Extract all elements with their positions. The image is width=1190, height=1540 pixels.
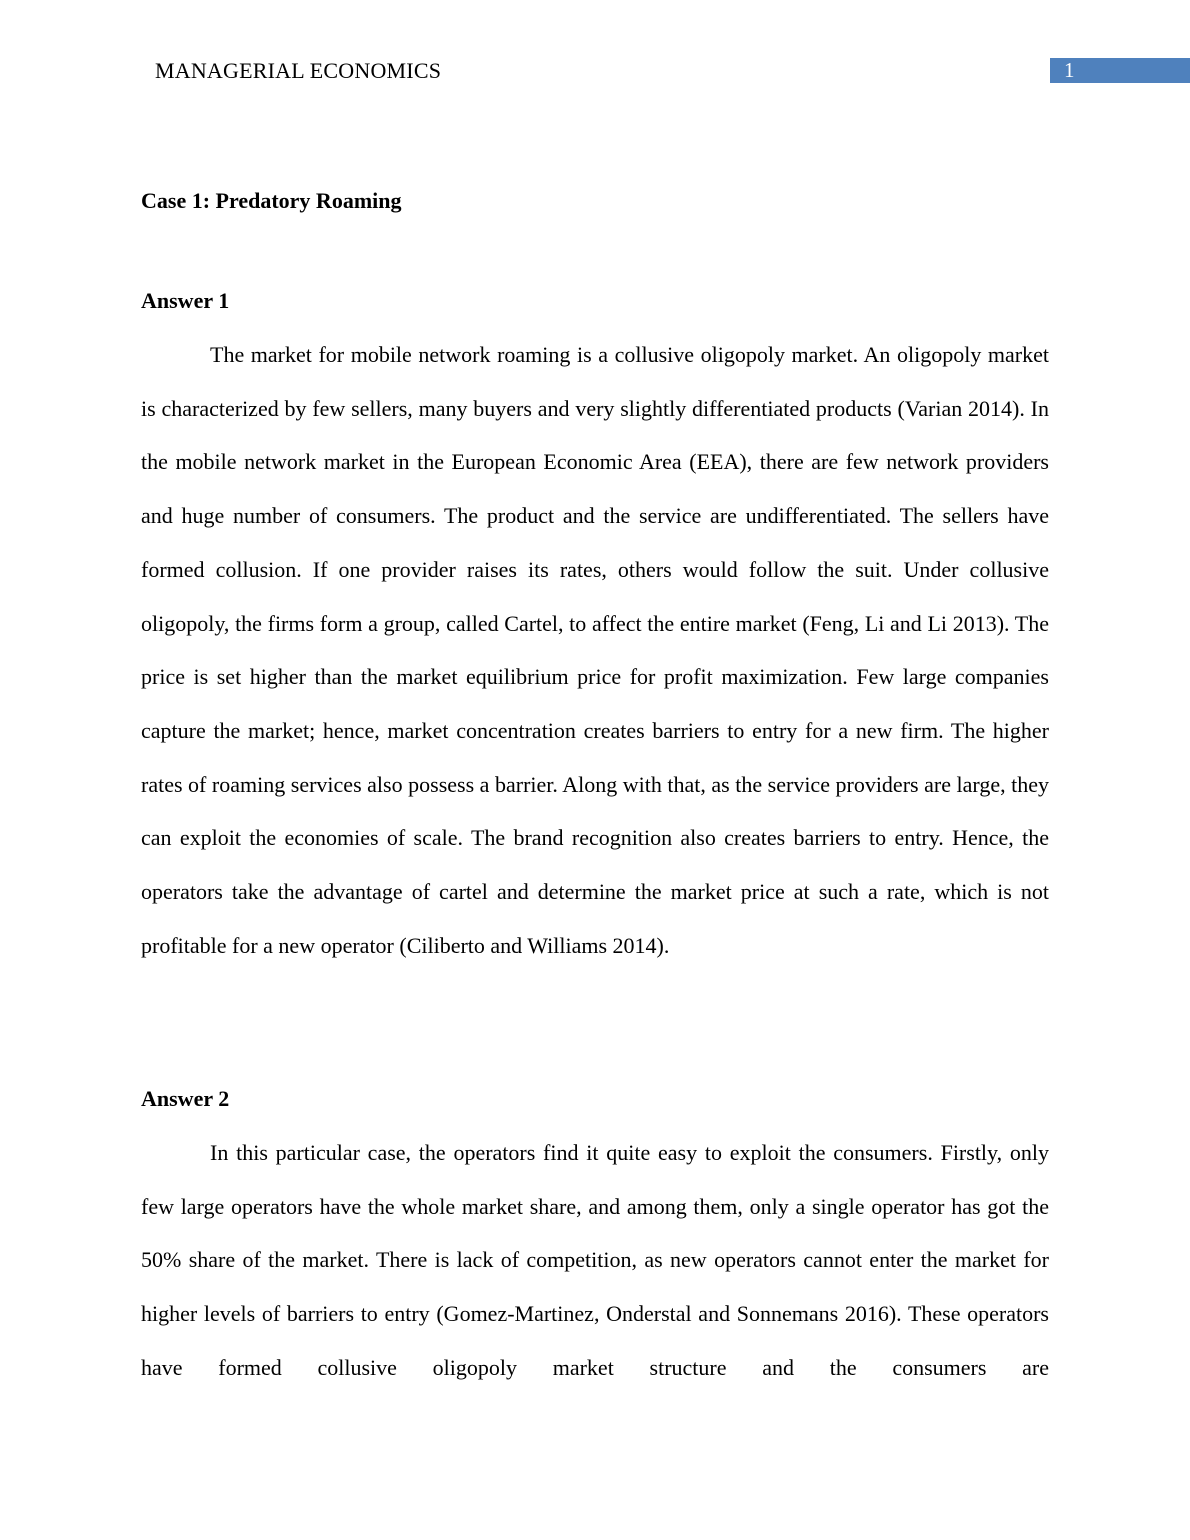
case-title: Case 1: Predatory Roaming bbox=[141, 188, 402, 213]
section-heading-answer-1: Answer 1 bbox=[141, 288, 230, 313]
page-number-badge bbox=[1050, 58, 1190, 83]
section-paragraph-answer-2: In this particular case, the operators find it quite easy to exploit the consumers. Firstly, only few large operators have the whole market share, and among them, only a single operator has got the 50% share of the market. There is lack of competition, as new operators cannot enter the market for higher levels of barriers to entry (Gomez-Martinez, Onderstal and Sonnemans 2016). These operators have formed collusive oligopoly market structure and the consumers are bbox=[141, 1140, 1049, 1380]
running-header-title: MANAGERIAL ECONOMICS bbox=[155, 58, 442, 83]
page-number: 1 bbox=[1064, 58, 1075, 82]
section-paragraph-answer-1: The market for mobile network roaming is a collusive oligopoly market. An oligopoly market is characterized by few sellers, many buyers and very slightly differentiated products (Varian 2014). In the mobile network market in the European Economic Area (EEA), there are few network providers and huge number of consumers. The product and the service are undifferentiated. The sellers have formed collusion. If one provider raises its rates, others would follow the suit. Under collusive oligopoly, the firms form a group, called Cartel, to affect the entire market (Feng, Li and Li 2013). The price is set higher than the market equilibrium price for profit maximization. Few large companies capture the market; hence, market concentration creates barriers to entry for a new firm. The higher rates of roaming services also possess a barrier. Along with that, as the service providers are large, they can exploit the economies of scale. The brand recognition also creates barriers to entry. Hence, the operators take the advantage of cartel and determine the market price at such a rate, which is not profitable for a new operator (Ciliberto and Williams 2014). bbox=[141, 342, 1049, 958]
section-heading-answer-2: Answer 2 bbox=[141, 1086, 230, 1111]
